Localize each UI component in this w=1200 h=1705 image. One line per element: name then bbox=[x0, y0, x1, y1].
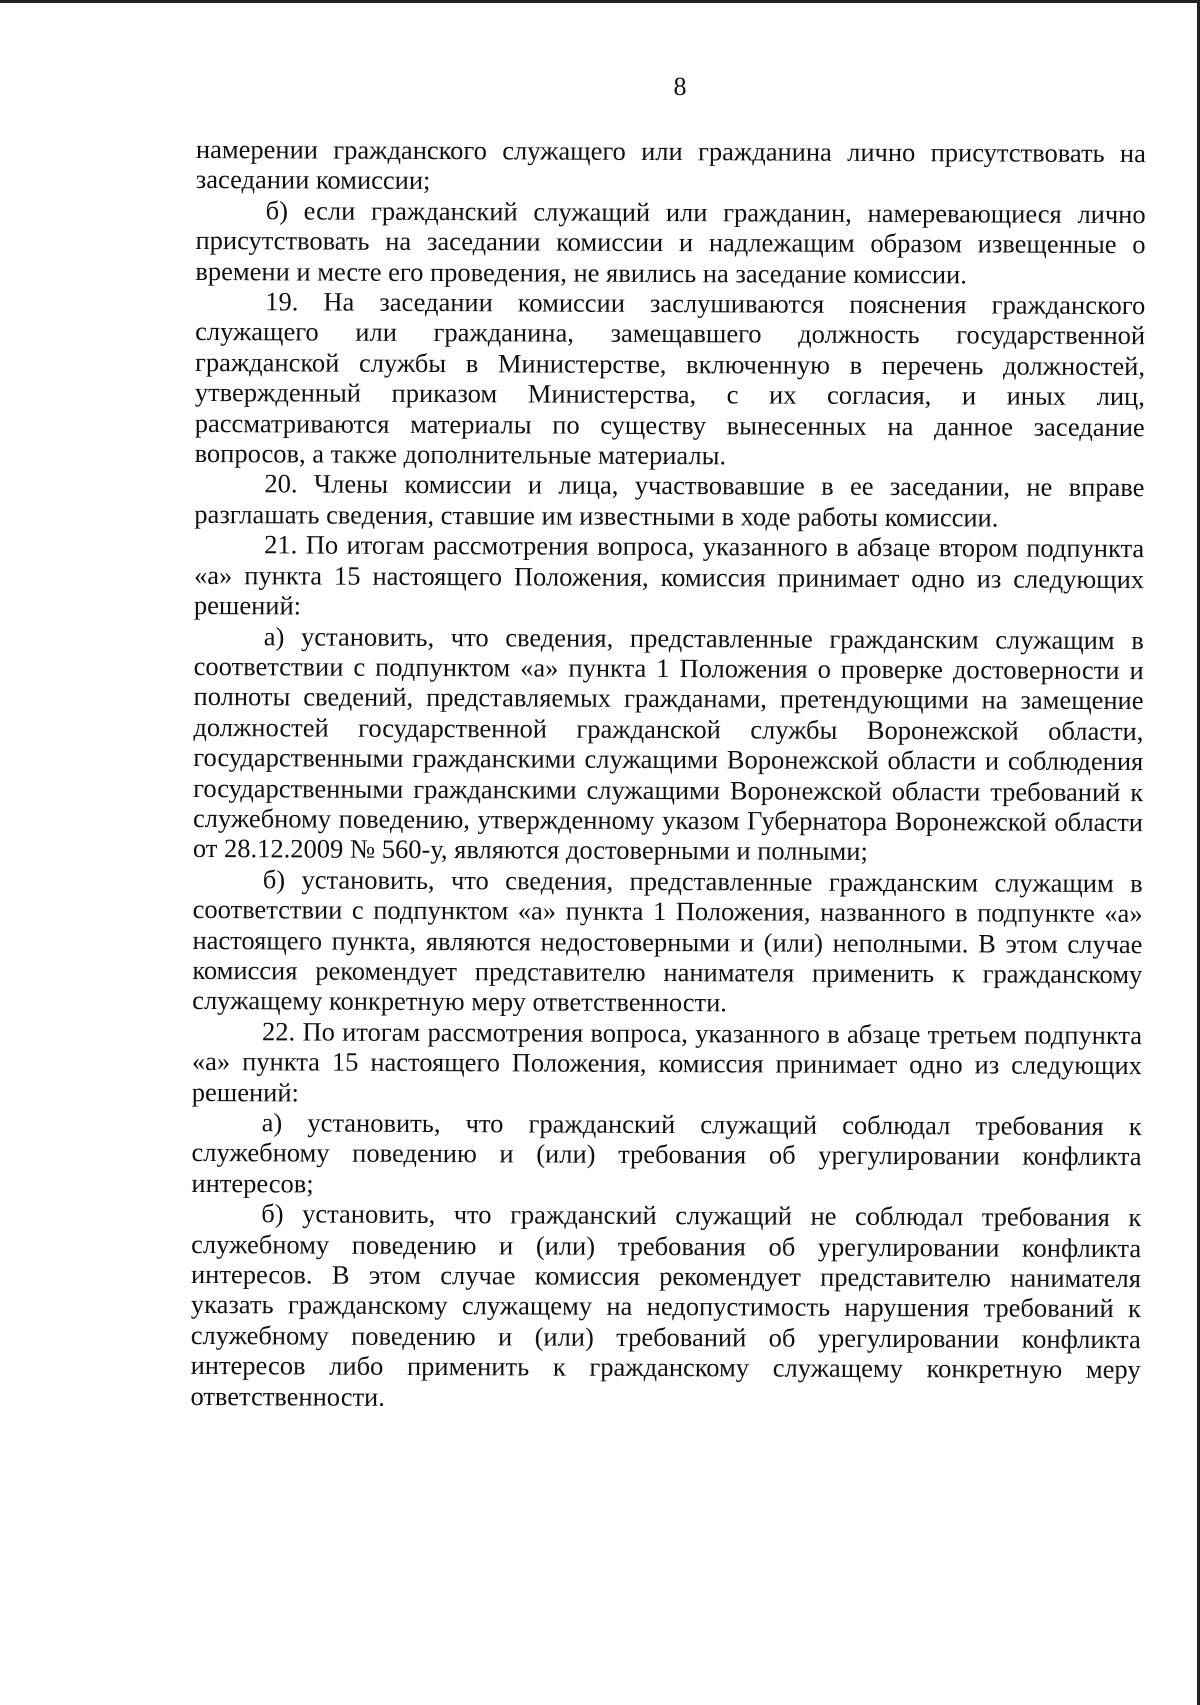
paragraph: намерении гражданского служащего или гражданина лично присутствовать на заседании комиссии; bbox=[195, 134, 1146, 196]
paragraph: 21. По итогам рассмотрения вопроса, указанного в абзаце втором подпункта «а» пункта 15 настоящего Положения, комиссия принимает одно из следующих решений: bbox=[193, 529, 1145, 621]
document-body bbox=[190, 134, 1146, 1415]
paragraph: 19. На заседании комиссии заслушиваются пояснения гражданского служащего или гражданина, замещавшего должность государственной гражданской службы в Министерстве, включенную в перечень должностей, утвержденный приказом Министерства, с их согласия, и иных лиц, рассматриваются материалы по существу вынесенных на данное заседание вопросов, а также дополнительные материалы. bbox=[194, 286, 1146, 471]
paragraph: б) если гражданский служащий или гражданин, намеревающиеся лично присутствовать на заседании комиссии и надлежащим образом извещенные о времени и месте его проведения, не явились на заседание комиссии. bbox=[195, 195, 1146, 289]
scan-edge-top bbox=[0, 0, 1200, 3]
paragraph: 22. По итогам рассмотрения вопроса, указанного в абзаце третьем подпункта «а» пункта 15 настоящего Положения, комиссия принимает одно из следующих решений: bbox=[191, 1016, 1143, 1108]
paragraph: 20. Члены комиссии и лица, участвовавшие в ее заседании, не вправе разглашать сведения, ставшие им известными в ходе работы комиссии. bbox=[194, 468, 1145, 533]
paragraph: а) установить, что сведения, представленные гражданским служащим в соответствии с подпунктом «а» пункта 1 Положения о проверке достоверности и полноты сведений, представляемых гражданами, претендующими на замещение должностей государственной гражданской службы Воронежской области, государственными гражданскими служащими Воронежской области и соблюдения государственными гражданскими служащими Воронежской области требований к служебному поведению, утвержденному указом Губернатора Воронежской области от 28.12.2009 № 560-у, являются достоверными и полными; bbox=[192, 620, 1144, 867]
paragraph: а) установить, что гражданский служащий соблюдал требования к служебному поведению и (или) требования об урегулировании конфликта интересов; bbox=[191, 1107, 1142, 1199]
paragraph: б) установить, что сведения, представленные гражданским служащим в соответствии с подпунктом «а» пункта 1 Положения, названного в подпункте «а» настоящего пункта, являются недостоверными и (или) неполными. В этом случае комиссия рекомендует представителю нанимателя применить к гражданскому служащему конкретную меру ответственности. bbox=[192, 864, 1143, 1018]
page-number: 8 bbox=[673, 72, 687, 101]
paragraph: б) установить, что гражданский служащий не соблюдал требования к служебному поведению и (или) требования об урегулировании конфликта интересов. В этом случае комиссия рекомендует представителю нанимателя указать гражданскому служащему на недопустимость нарушения требований к служебному поведению и (или) требований об урегулировании конфликта интересов либо применить к гражданскому служащему конкретную меру ответственности. bbox=[190, 1198, 1142, 1412]
